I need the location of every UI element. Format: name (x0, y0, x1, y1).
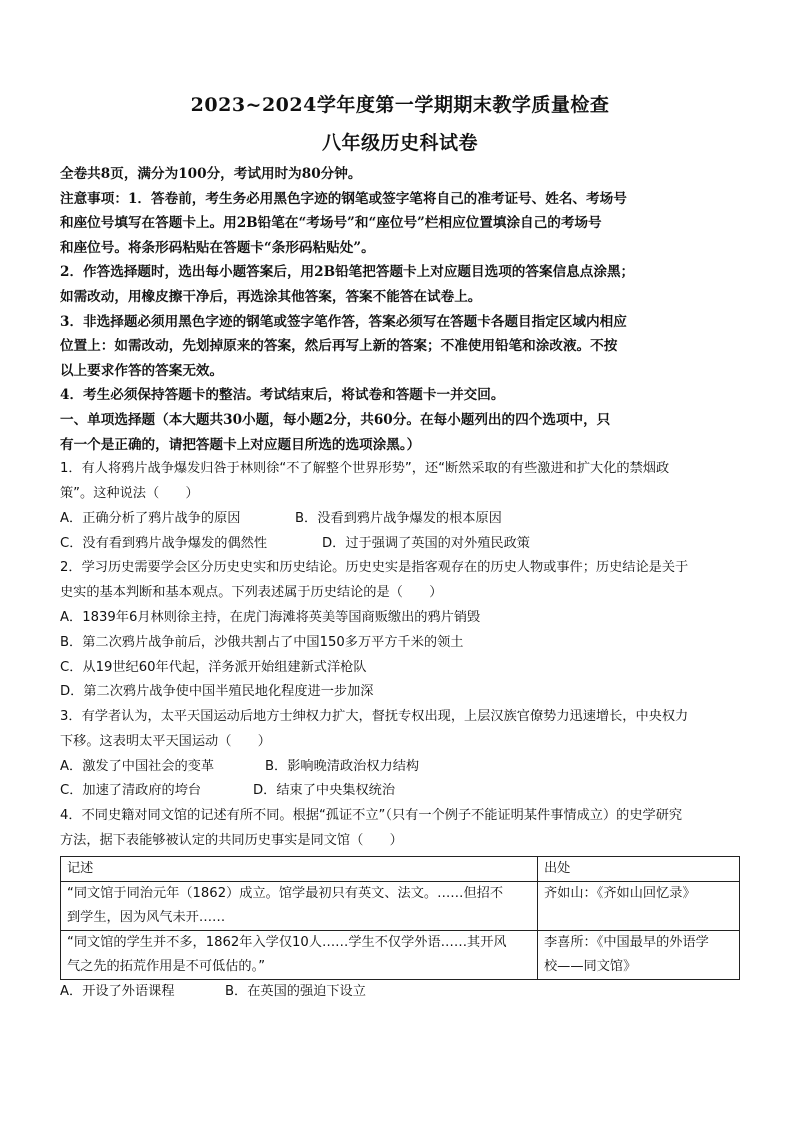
q4-stem-line1: 4．不同史籍对同文馆的记述有所不同。根据“孤证不立”（只有一个例子不能证明某件事情成立）的史学研究 (60, 808, 683, 824)
q1-options-row2 (60, 532, 740, 557)
instructions (60, 162, 740, 408)
q4-source-table (60, 856, 740, 980)
note1-line2: 和座位号填写在答题卡上。用2B铅笔在“考场号”和“座位号”栏相应位置填涂自己的考场号 (60, 215, 602, 232)
table-row (61, 881, 740, 930)
question-1 (60, 457, 740, 556)
note2-line1: 2．作答选择题时，选出每小题答案后，用2B铅笔把答题卡上对应题目选项的答案信息点涂黑； (60, 264, 635, 281)
q3-options-row1 (60, 755, 740, 780)
section1-heading-line1: 一、单项选择题（本大题共30小题，每小题2分，共60分。在每小题列出的四个选项中，只 (60, 411, 611, 428)
q2-option-d: D．第二次鸦片战争使中国半殖民地化程度进一步加深 (60, 684, 374, 700)
q1-option-a: A．正确分析了鸦片战争的原因 (60, 510, 241, 526)
table-header-record: 记述 (61, 856, 538, 881)
table-cell-source (538, 930, 740, 979)
section1-heading (60, 408, 740, 457)
row2-source-line1: 李喜所：《中国最早的外语学 (544, 934, 709, 950)
row2-record-line1: “同文馆的学生并不多，1862年入学仅10人……学生不仅学外语……其开风 (67, 934, 507, 950)
q2-stem-line1: 2．学习历史需要学会区分历史史实和历史结论。历史史实是指客观存在的历史人物或事件；历史结论是关于 (60, 560, 689, 576)
question-2 (60, 556, 740, 705)
note1-line3: 和座位号。将条形码粘贴在答题卡“条形码粘贴处”。 (60, 239, 375, 256)
row1-source: 齐如山：《齐如山回忆录》 (544, 885, 696, 901)
q4-stem-line2: 方法，据下表能够被认定的共同历史事实是同文馆（ ） (60, 833, 403, 849)
q3-option-d: D．结束了中央集权统治 (253, 783, 396, 799)
question-4 (60, 804, 740, 1004)
q2-option-a: A．1839年6月林则徐主持，在虎门海滩将英美等国商贩缴出的鸦片销毁 (60, 609, 481, 625)
note3-line3: 以上要求作答的答案无效。 (60, 362, 224, 379)
q2-option-c: C．从19世纪60年代起，洋务派开始组建新式洋枪队 (60, 659, 367, 675)
section1-heading-line2: 有一个是正确的，请把答题卡上对应题目所选的选项涂黑。） (60, 436, 421, 453)
note4: 4．考生必须保持答题卡的整洁。考试结束后，将试卷和答题卡一并交回。 (60, 387, 505, 404)
exam-page (60, 92, 740, 1005)
q2-option-b: B．第二次鸦片战争前后，沙俄共割占了中国150多万平方千米的领土 (60, 634, 464, 650)
row2-record-line2: 气之先的拓荒作用是不可低估的。” (67, 958, 266, 974)
q1-stem-line1: 1．有人将鸦片战争爆发归咎于林则徐“不了解整个世界形势”，还“断然采取的有些激进和扩大化的禁烟政 (60, 461, 670, 477)
q3-option-a: A．激发了中国社会的变革 (60, 758, 215, 774)
q4-option-b: B．在英国的强迫下设立 (225, 983, 366, 999)
question-3 (60, 705, 740, 804)
row1-record-line1: “同文馆于同治元年（1862）成立。馆学最初只有英文、法文。……但招不 (67, 885, 504, 901)
q4-options-row1 (60, 980, 740, 1005)
table-cell-record (61, 881, 538, 930)
table-row (61, 930, 740, 979)
q1-options-row1 (60, 507, 740, 532)
note3-line2: 位置上：如需改动，先划掉原来的答案，然后再写上新的答案；不准使用铅笔和涂改液。不按 (60, 338, 618, 355)
table-header-row (61, 856, 740, 881)
q1-option-b: B．没看到鸦片战争爆发的根本原因 (295, 510, 502, 526)
table-cell-record (61, 930, 538, 979)
q2-stem-line2: 史实的基本判断和基本观点。下列表述属于历史结论的是（ ） (60, 585, 443, 601)
q1-stem-line2: 策”。这种说法（ ） (60, 485, 199, 501)
q4-option-a: A．开设了外语课程 (60, 983, 175, 999)
instructions-overview: 全卷共8页，满分为100分，考试用时为80分钟。 (60, 166, 362, 182)
row2-source-line2: 校——同文馆》 (544, 958, 637, 974)
q3-stem-line2: 下移。这表明太平天国运动（ ） (60, 733, 271, 749)
row1-record-line2: 到学生，因为风气未开…… (67, 909, 226, 925)
note3-line1: 3．非选择题必须用黑色字迹的钢笔或签字笔作答，答案必须写在答题卡各题目指定区域内相应 (60, 313, 627, 330)
exam-title: 2023~2024学年度第一学期期末教学质量检查 (190, 94, 610, 116)
note1-line1: 注意事项：1．答卷前，考生务必用黑色字迹的钢笔或签字笔将自己的准考证号、姓名、考场号 (60, 190, 627, 207)
q3-options-row2 (60, 779, 740, 804)
q3-option-b: B．影响晚清政治权力结构 (265, 758, 420, 774)
q3-option-c: C．加速了清政府的垮台 (60, 783, 202, 799)
q3-stem-line1: 3．有学者认为，太平天国运动后地方士绅权力扩大，督抚专权出现，上层汉族官僚势力迅速增长，中央权力 (60, 709, 689, 725)
table-header-source: 出处 (538, 856, 740, 881)
table-cell-source (538, 881, 740, 930)
q1-option-d: D．过于强调了英国的对外殖民政策 (322, 535, 530, 551)
q1-option-c: C．没有看到鸦片战争爆发的偶然性 (60, 535, 268, 551)
note2-line2: 如需改动，用橡皮擦干净后，再选涂其他答案，答案不能答在试卷上。 (60, 288, 482, 305)
exam-subtitle: 八年级历史科试卷 (321, 132, 478, 154)
